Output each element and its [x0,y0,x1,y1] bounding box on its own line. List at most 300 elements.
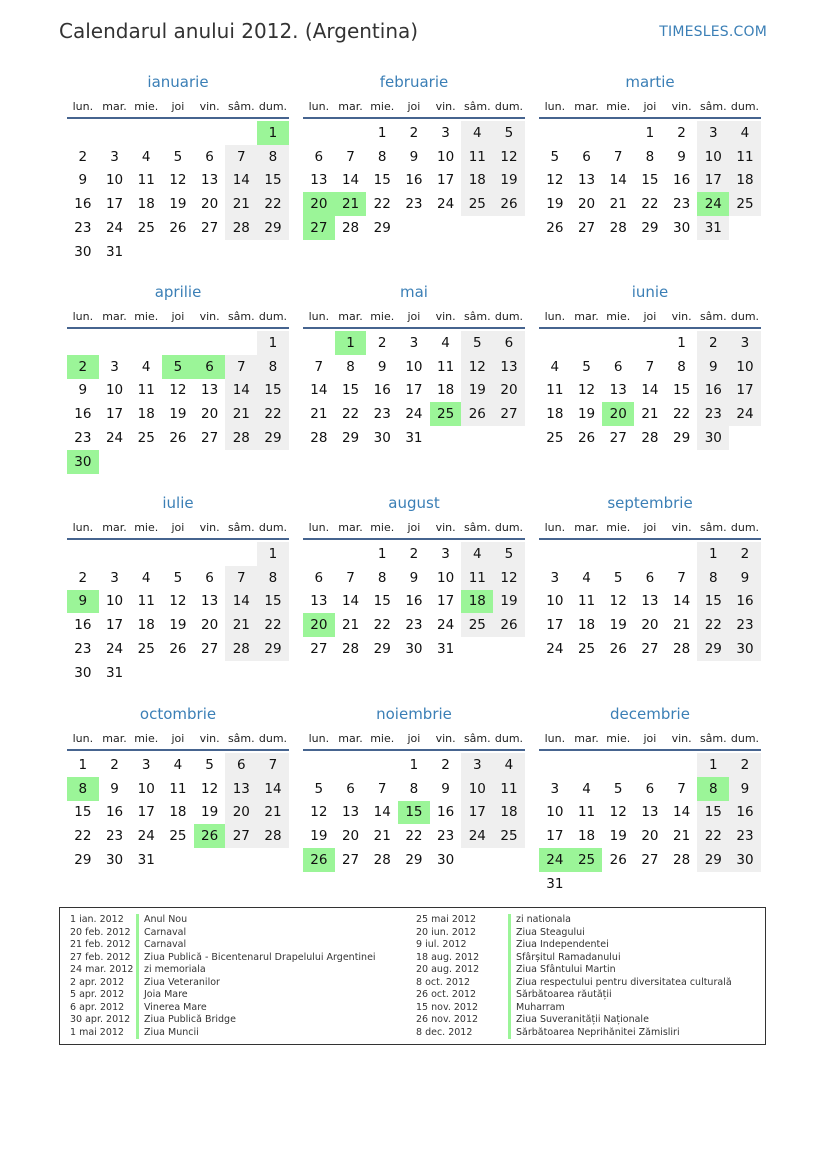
day-cell: 27 [609,430,627,447]
holiday-day-cell: 21 [335,192,367,216]
day-cell: 19 [169,406,187,423]
empty-cell [539,331,571,355]
legend-holiday-name: Sărbătoarea Neprihănitei Zămisliri [508,1027,680,1040]
day-cell: 16 [405,172,423,189]
weekday-label: dum. [494,731,524,745]
weekday-label: sâm. [227,731,255,745]
day-cell: 30 [437,852,455,869]
month-name: noiembrie [376,705,452,723]
day-cell: 22 [373,617,391,634]
day-cell: 22 [373,196,391,213]
day-cell: 21 [341,617,360,634]
weekday-label: sâm. [227,520,255,534]
weekday-label: lun. [308,731,330,745]
weekday-label: vin. [199,520,220,534]
weekend-day-cell: 30 [729,848,761,872]
holiday-legend [59,907,766,1045]
day-cell: 21 [609,196,627,213]
day-cell: 5 [314,780,324,797]
weekday-label: vin. [671,309,692,323]
empty-cell [162,331,194,355]
day-cell: 13 [201,172,219,189]
legend-row [416,1002,732,1015]
legend-row [416,927,732,940]
day-cell: 7 [377,780,387,797]
weekday-label: mar. [338,309,363,323]
weekend-day-cell: 26 [493,192,525,216]
day-cell: 17 [437,172,455,189]
weekend-day-cell: 11 [461,566,493,590]
day-cell: 13 [310,172,328,189]
day-cell: 29 [341,430,360,447]
day-cell: 28 [341,220,360,237]
weekend-day-cell: 9 [729,777,761,801]
day-cell: 17 [137,804,155,821]
day-cell: 11 [437,358,455,375]
legend-date: 5 apr. 2012 [70,989,125,1000]
day-cell: 19 [546,196,564,213]
day-cell: 6 [205,148,214,165]
weekday-label: joi [643,99,657,113]
day-cell: 15 [373,172,391,189]
weekday-label: joi [171,99,185,113]
empty-cell [571,542,603,566]
weekday-label: joi [407,99,421,113]
weekend-day-cell: 10 [697,145,729,169]
holiday-day-cell: 8 [697,777,729,801]
weekend-day-cell: 8 [257,145,289,169]
weekday-label: sâm. [463,731,491,745]
weekend-day-cell: 19 [493,590,525,614]
day-grid [303,121,525,240]
day-cell: 17 [405,382,423,399]
legend-holiday-name: Muharram [508,1002,565,1015]
empty-cell [335,121,367,145]
day-cell: 18 [137,406,155,423]
legend-holiday-name: Ziua Suveranității Naționale [508,1014,649,1027]
day-cell: 27 [201,641,219,658]
day-cell: 21 [641,406,659,423]
day-cell: 23 [74,430,92,447]
weekday-label: joi [171,520,185,534]
holiday-day-cell: 8 [67,777,99,801]
day-cell: 19 [609,617,627,634]
day-cell: 14 [373,804,391,821]
day-cell: 25 [137,430,155,447]
weekend-day-cell: 23 [729,613,761,637]
weekday-label: dum. [258,309,288,323]
day-cell: 7 [346,148,355,165]
day-cell: 7 [645,358,655,375]
day-cell: 20 [201,406,219,423]
day-cell: 9 [677,148,686,165]
weekday-label: lun. [72,309,94,323]
weekend-day-cell: 14 [225,169,257,193]
weekday-label: lun. [72,731,94,745]
day-cell: 25 [169,828,187,845]
month-name: octombrie [139,705,217,723]
legend-holiday-name: zi memoriala [136,964,206,977]
legend-row [70,939,376,952]
legend-holiday-name: Ziua Veteranilor [136,977,220,990]
month-februarie [303,72,525,240]
month-name: aprilie [154,283,202,301]
legend-holiday-name: Ziua Steagului [508,927,585,940]
holiday-day-cell: 20 [602,402,634,426]
day-cell: 31 [105,664,124,681]
day-cell: 16 [74,196,92,213]
header-rule [67,538,289,540]
holiday-day-cell: 1 [257,121,289,145]
day-cell: 2 [78,569,88,586]
day-cell: 8 [377,148,387,165]
weekday-header [303,305,525,327]
weekend-day-cell: 7 [225,145,257,169]
day-cell: 11 [169,780,187,797]
weekend-day-cell: 6 [225,753,257,777]
weekday-label: joi [407,309,421,323]
day-cell: 10 [137,780,155,797]
day-cell: 15 [341,382,360,399]
month-name: februarie [379,73,449,91]
day-cell: 17 [105,196,124,213]
day-cell: 26 [169,220,187,237]
weekend-day-cell: 6 [493,331,525,355]
weekday-label: vin. [671,99,692,113]
day-grid [303,331,525,450]
day-cell: 13 [641,804,659,821]
day-cell: 23 [373,406,391,423]
weekend-day-cell: 14 [257,777,289,801]
legend-row [416,914,732,927]
empty-cell [335,753,367,777]
weekend-day-cell: 15 [257,169,289,193]
day-cell: 14 [609,172,627,189]
day-cell: 8 [409,780,419,797]
day-cell: 4 [550,358,560,375]
day-cell: 31 [546,875,564,892]
legend-column-left [70,914,376,1039]
weekend-day-cell: 7 [257,753,289,777]
weekend-day-cell: 4 [493,753,525,777]
empty-cell [67,542,99,566]
day-cell: 7 [346,569,355,586]
weekday-label: joi [407,520,421,534]
weekend-day-cell: 22 [257,402,289,426]
day-cell: 26 [577,430,596,447]
day-cell: 18 [577,828,596,845]
day-cell: 16 [74,406,92,423]
day-cell: 23 [405,196,423,213]
day-cell: 19 [169,617,187,634]
day-cell: 24 [105,220,124,237]
legend-holiday-name: Ziua Independentei [508,939,609,952]
weekday-label: lun. [72,520,94,534]
day-cell: 16 [105,804,124,821]
weekend-day-cell: 21 [225,402,257,426]
empty-cell [666,542,698,566]
weekend-day-cell: 7 [225,566,257,590]
weekday-label: vin. [435,99,456,113]
day-cell: 9 [409,148,419,165]
day-cell: 16 [437,804,455,821]
day-cell: 15 [74,804,92,821]
day-cell: 21 [673,617,691,634]
weekday-label: vin. [435,309,456,323]
day-cell: 4 [173,756,183,773]
weekday-label: mar. [574,731,599,745]
day-cell: 19 [169,196,187,213]
weekend-day-cell: 15 [257,590,289,614]
weekend-day-cell: 28 [225,637,257,661]
weekday-header [67,516,289,538]
day-cell: 17 [105,617,124,634]
weekday-label: dum. [258,731,288,745]
legend-row [70,927,376,940]
legend-row [416,964,732,977]
weekday-header [303,95,525,117]
weekday-label: joi [643,309,657,323]
weekday-label: dum. [730,99,760,113]
holiday-day-cell: 25 [430,402,462,426]
empty-cell [335,542,367,566]
day-cell: 18 [169,804,187,821]
empty-cell [194,542,226,566]
weekday-label: dum. [730,731,760,745]
legend-row [416,977,732,990]
month-name: iunie [631,283,669,301]
weekday-label: mie. [606,520,631,534]
empty-cell [666,753,698,777]
weekend-day-cell: 20 [493,379,525,403]
legend-row [70,914,376,927]
header-rule [67,749,289,751]
day-cell: 4 [141,148,151,165]
weekend-day-cell: 22 [257,613,289,637]
day-cell: 10 [405,358,423,375]
day-cell: 30 [74,243,92,260]
day-cell: 9 [78,172,88,189]
day-cell: 12 [169,172,187,189]
day-cell: 21 [673,828,691,845]
weekend-day-cell: 29 [257,426,289,450]
legend-date: 24 mar. 2012 [70,964,134,975]
day-cell: 12 [310,804,328,821]
legend-holiday-name: Joia Mare [136,989,188,1002]
weekday-header [303,516,525,538]
legend-row [416,989,732,1002]
weekday-label: sâm. [699,520,727,534]
day-cell: 2 [409,545,419,562]
day-cell: 4 [141,569,151,586]
weekday-label: joi [171,731,185,745]
day-cell: 13 [341,804,360,821]
empty-cell [539,542,571,566]
day-cell: 6 [645,780,655,797]
weekend-day-cell: 16 [729,590,761,614]
day-grid [539,542,761,661]
weekend-day-cell: 25 [461,613,493,637]
weekday-header [539,95,761,117]
weekend-day-cell: 4 [461,121,493,145]
empty-cell [303,753,335,777]
weekend-day-cell: 5 [493,542,525,566]
weekday-label: mie. [370,520,395,534]
weekday-label: vin. [671,731,692,745]
legend-holiday-name: Ziua respectului pentru diversitatea culturală [508,977,732,990]
weekend-day-cell: 29 [257,637,289,661]
day-cell: 23 [74,220,92,237]
legend-date: 20 feb. 2012 [70,926,131,938]
weekend-day-cell: 24 [461,824,493,848]
day-cell: 30 [105,852,124,869]
day-cell: 29 [673,430,691,447]
month-name: mai [400,283,428,301]
weekday-label: joi [643,520,657,534]
weekend-day-cell: 14 [225,379,257,403]
day-cell: 3 [441,124,450,141]
weekday-label: vin. [671,520,692,534]
day-cell: 25 [137,641,155,658]
day-cell: 24 [437,617,455,634]
legend-date: 1 mai 2012 [70,1026,124,1038]
day-cell: 7 [314,358,324,375]
day-grid [67,753,289,872]
weekend-day-cell: 2 [729,542,761,566]
weekday-label: mar. [574,309,599,323]
weekend-day-cell: 16 [697,379,729,403]
day-cell: 1 [78,756,88,773]
day-cell: 1 [409,756,419,773]
day-cell: 5 [582,358,591,375]
weekend-day-cell: 22 [697,824,729,848]
day-cell: 16 [673,172,691,189]
day-cell: 8 [377,569,387,586]
day-cell: 2 [677,124,686,141]
holiday-day-cell: 30 [67,450,99,474]
day-grid [67,121,289,264]
day-cell: 14 [341,172,360,189]
weekend-day-cell: 23 [729,824,761,848]
day-cell: 18 [137,617,155,634]
empty-cell [225,331,257,355]
day-cell: 30 [373,430,391,447]
day-grid [539,331,761,450]
day-cell: 20 [641,617,659,634]
weekend-day-cell: 15 [697,590,729,614]
weekend-day-cell: 20 [225,801,257,825]
weekday-label: joi [171,309,185,323]
month-martie [539,72,761,240]
day-cell: 6 [582,148,591,165]
weekend-day-cell: 2 [697,331,729,355]
day-cell: 13 [609,382,627,399]
weekend-day-cell: 8 [257,566,289,590]
day-cell: 29 [373,220,391,237]
holiday-day-cell: 1 [335,331,367,355]
weekday-header [539,516,761,538]
day-cell: 1 [677,334,686,351]
legend-date: 18 aug. 2012 [416,951,480,963]
day-cell: 31 [137,852,155,869]
weekend-day-cell: 27 [493,402,525,426]
month-name: decembrie [610,705,690,723]
legend-holiday-name: Ziua Publică Bridge [136,1014,236,1027]
day-cell: 20 [577,196,596,213]
day-cell: 6 [346,780,355,797]
holiday-day-cell: 20 [303,613,335,637]
weekday-label: joi [407,731,421,745]
weekday-label: mar. [102,520,127,534]
day-cell: 27 [341,852,360,869]
day-cell: 24 [105,430,124,447]
brand-link[interactable]: TIMESLES.COM [659,24,767,40]
month-name: septembrie [607,494,693,512]
legend-row [70,952,376,965]
day-cell: 7 [613,148,623,165]
weekend-day-cell: 5 [493,121,525,145]
weekend-day-cell: 17 [697,169,729,193]
legend-row [416,939,732,952]
month-mai [303,282,525,450]
holiday-day-cell: 26 [303,848,335,872]
day-cell: 29 [74,852,92,869]
day-cell: 19 [577,406,596,423]
legend-date: 21 feb. 2012 [70,939,131,950]
day-cell: 19 [201,804,219,821]
empty-cell [194,331,226,355]
weekend-day-cell: 22 [257,192,289,216]
header-rule [539,538,761,540]
legend-row [70,1002,376,1015]
weekend-day-cell: 21 [257,801,289,825]
day-cell: 6 [645,569,655,586]
weekday-header [539,305,761,327]
day-cell: 12 [201,780,219,797]
day-cell: 29 [373,641,391,658]
weekend-day-cell: 23 [697,402,729,426]
day-cell: 16 [405,593,423,610]
weekend-day-cell: 11 [493,777,525,801]
day-cell: 3 [550,780,560,797]
weekday-label: sâm. [699,99,727,113]
empty-cell [634,331,666,355]
day-cell: 26 [609,852,627,869]
day-cell: 18 [437,382,455,399]
day-cell: 11 [137,172,155,189]
weekday-label: dum. [730,309,760,323]
empty-cell [130,542,162,566]
day-cell: 14 [310,382,328,399]
day-cell: 17 [546,828,564,845]
weekday-label: lun. [72,99,94,113]
month-name: martie [625,73,675,91]
weekend-day-cell: 17 [729,379,761,403]
day-cell: 28 [673,641,691,658]
empty-cell [602,753,634,777]
legend-row [416,1014,732,1027]
empty-cell [366,753,398,777]
legend-date: 15 nov. 2012 [416,1001,479,1013]
legend-holiday-name: Vinerea Mare [136,1002,207,1015]
weekday-label: mie. [370,731,395,745]
day-cell: 9 [409,569,419,586]
weekend-day-cell: 28 [225,426,257,450]
weekday-label: mie. [134,520,159,534]
weekend-day-cell: 22 [697,613,729,637]
day-grid [67,542,289,685]
empty-cell [539,753,571,777]
